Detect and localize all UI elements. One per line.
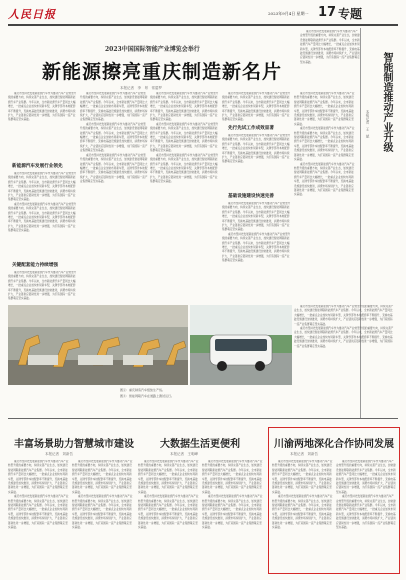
section-divider: [8, 418, 398, 419]
body-paragraph: 重庆市坚持把发展新能源汽车作为推动汽车产业转型升级的重要方向，持续完善产业生态，加快建设智能网联新能源汽车产业集群。今年以来，全市新能源汽车产量同比大幅增长，一批重点企业加快布局新车型，关键零部件本地配套率不断提升，充换电基础设施建设加快推进，消费市场持续扩大，产业链供应链韧性进一步增强，为打造国际一流产业集群奠定坚实基础。: [202, 495, 263, 530]
body-paragraph: 重庆市坚持把发展新能源汽车作为推动汽车产业转型升级的重要方向，持续完善产业生态，加快建设智能网联新能源汽车产业集群。今年以来，全市新能源汽车产量同比大幅增长，一批重点企业加快布局新车型，关键零部件本地配套率不断提升，充换电基础设施建设加快推进，消费市场持续扩大，产业链供应链韧性进一步增强，为打造国际一流产业集群奠定坚实基础。: [150, 92, 219, 122]
body-paragraph: 重庆市坚持把发展新能源汽车作为推动汽车产业转型升级的重要方向，持续完善产业生态，加快建设智能网联新能源汽车产业集群。今年以来，全市新能源汽车产量同比大幅增长，一批重点企业加快布局新车型，关键零部件本地配套率不断提升，充换电基础设施建设加快推进，消费市场持续扩大，产业链供应链韧性进一步增强，为打造国际一流产业集群奠定坚实基础。: [80, 92, 148, 122]
subhead: 关键配套能力持续增强: [12, 263, 58, 268]
body-paragraph: 重庆市坚持把发展新能源汽车作为推动汽车产业转型升级的重要方向，持续完善产业生态，加快建设智能网联新能源汽车产业集群。今年以来，全市新能源汽车产量同比大幅增长，一批重点企业加快布局新车型，关键零部件本地配套率不断提升，充换电基础设施建设加快推进，消费市场持续扩大，产业链供应链韧性进一步增强，为打造国际一流产业集群奠定坚实基础。: [8, 92, 77, 122]
body-paragraph: 重庆市坚持把发展新能源汽车作为推动汽车产业转型升级的重要方向，持续完善产业生态，加快建设智能网联新能源汽车产业集群。今年以来，全市新能源汽车产量同比大幅增长，一批重点企业加快布局新车型，关键零部件本地配套率不断提升，充换电基础设施建设加快推进，消费市场持续扩大，产业链供应链韧性进一步增强，为打造国际一流产业集群奠定坚实基础。: [8, 202, 77, 233]
page-number: 17: [318, 5, 337, 20]
body-paragraph: 重庆市坚持把发展新能源汽车作为推动汽车产业转型升级的重要方向，持续完善产业生态，加快建设智能网联新能源汽车产业集群。今年以来，全市新能源汽车产量同比大幅增长，一批重点企业加快布局新车型，关键零部件本地配套率不断提升，充换电基础设施建设加快推进，消费市场持续扩大，产业链供应链韧性进一步增强，为打造国际一流产业集群奠定坚实基础。: [222, 202, 291, 232]
bottom-byline-1: 本报记者 刘新吾: [45, 452, 73, 456]
autonomous-bus-illustration: [190, 305, 292, 385]
bottom-text-1b: [72, 460, 134, 575]
body-paragraph: 重庆市坚持把发展新能源汽车作为推动汽车产业转型升级的重要方向，持续完善产业生态，加快建设智能网联新能源汽车产业集群。今年以来，全市新能源汽车产量同比大幅增长，一批重点企业加快布局新车型，关键零部件本地配套率不断提升，充换电基础设施建设加快推进，消费市场持续扩大，产业链供应链韧性进一步增强，为打造国际一流产业集群奠定坚实基础。: [202, 460, 263, 494]
side-text-bottom: [294, 305, 394, 420]
body-paragraph: 重庆市坚持把发展新能源汽车作为推动汽车产业转型升级的重要方向，持续完善产业生态，加快建设智能网联新能源汽车产业集群。今年以来，全市新能源汽车产量同比大幅增长，一批重点企业加快布局新车型，关键零部件本地配套率不断提升，充换电基础设施建设加快推进，消费市场持续扩大，产业链供应链韧性进一步增强，为打造国际一流产业集群奠定坚实基础。: [150, 153, 219, 184]
body-paragraph: 重庆市坚持把发展新能源汽车作为推动汽车产业转型升级的重要方向，持续完善产业生态，加快建设智能网联新能源汽车产业集群。今年以来，全市新能源汽车产量同比大幅增长，一批重点企业加快布局新车型，关键零部件本地配套率不断提升，充换电基础设施建设加快推进，消费市场持续扩大，产业链供应链韧性进一步增强，为打造国际一流产业集群奠定坚实基础。: [336, 460, 396, 494]
bottom-text-3a: [272, 460, 333, 570]
photo-caption-1: 图①：重庆制造汽车组装生产线。: [120, 388, 166, 392]
bottom-headline-3: 川渝两地深化合作协同发展: [274, 439, 394, 450]
body-paragraph: 重庆市坚持把发展新能源汽车作为推动汽车产业转型升级的重要方向，持续完善产业生态，加快建设智能网联新能源汽车产业集群。今年以来，全市新能源汽车产量同比大幅增长，一批重点企业加快布局新车型，关键零部件本地配套率不断提升，充换电基础设施建设加快推进，消费市场持续扩大，产业链供应链韧性进一步增强，为打造国际一流产业集群奠定坚实基础。: [294, 127, 355, 162]
side-story-title: 智能制造推动产业升级: [381, 52, 392, 152]
body-paragraph: 重庆市坚持把发展新能源汽车作为推动汽车产业转型升级的重要方向，持续完善产业生态，加快建设智能网联新能源汽车产业集群。今年以来，全市新能源汽车产量同比大幅增长，一批重点企业加快布局新车型，关键零部件本地配套率不断提升，充换电基础设施建设加快推进，消费市场持续扩大，产业链供应链韧性进一步增强，为打造国际一流产业集群奠定坚实基础。: [138, 460, 199, 494]
side-story-byline: 本报记者 王 斌: [366, 110, 370, 138]
body-paragraph: 重庆市坚持把发展新能源汽车作为推动汽车产业转型升级的重要方向，持续完善产业生态，加快建设智能网联新能源汽车产业集群。今年以来，全市新能源汽车产量同比大幅增长，一批重点企业加快布局新车型，关键零部件本地配套率不断提升，充换电基础设施建设加快推进，消费市场持续扩大，产业链供应链韧性进一步增强，为打造国际一流产业集群奠定坚实基础。: [294, 305, 394, 326]
body-paragraph: 重庆市坚持把发展新能源汽车作为推动汽车产业转型升级的重要方向，持续完善产业生态，加快建设智能网联新能源汽车产业集群。今年以来，全市新能源汽车产量同比大幅增长，一批重点企业加快布局新车型，关键零部件本地配套率不断提升，充换电基础设施建设加快推进，消费市场持续扩大，产业链供应链韧性进一步增强，为打造国际一流产业集群奠定坚实基础。: [8, 172, 77, 202]
body-paragraph: 重庆市坚持把发展新能源汽车作为推动汽车产业转型升级的重要方向，持续完善产业生态，加快建设智能网联新能源汽车产业集群。今年以来，全市新能源汽车产量同比大幅增长，一批重点企业加快布局新车型，关键零部件本地配套率不断提升，充换电基础设施建设加快推进，消费市场持续扩大，产业链供应链韧性进一步增强，为打造国际一流产业集群奠定坚实基础。: [272, 495, 333, 530]
bottom-text-2a: [138, 460, 200, 575]
body-paragraph: 重庆市坚持把发展新能源汽车作为推动汽车产业转型升级的重要方向，持续完善产业生态，加快建设智能网联新能源汽车产业集群。今年以来，全市新能源汽车产量同比大幅增长，一批重点企业加快布局新车型，关键零部件本地配套率不断提升，充换电基础设施建设加快推进，消费市场持续扩大，产业链供应链韧性进一步增强，为打造国际一流产业集群奠定坚实基础。: [294, 162, 355, 197]
main-text-column-5: [294, 92, 356, 302]
bottom-headline-2: 大数据生活更便利: [160, 439, 240, 450]
body-paragraph: 重庆市坚持把发展新能源汽车作为推动汽车产业转型升级的重要方向，持续完善产业生态，加快建设智能网联新能源汽车产业集群。今年以来，全市新能源汽车产量同比大幅增长，一批重点企业加快布局新车型，关键零部件本地配套率不断提升，充换电基础设施建设加快推进，消费市场持续扩大，产业链供应链韧性进一步增强，为打造国际一流产业集群奠定坚实基础。: [80, 122, 148, 153]
bottom-byline-2: 本报记者 王明峰: [170, 452, 198, 456]
bottom-text-2b: [202, 460, 264, 575]
main-text-column-1: [8, 92, 78, 262]
body-paragraph: 重庆市坚持把发展新能源汽车作为推动汽车产业转型升级的重要方向，持续完善产业生态，加快建设智能网联新能源汽车产业集群。今年以来，全市新能源汽车产量同比大幅增长，一批重点企业加快布局新车型，关键零部件本地配套率不断提升，充换电基础设施建设加快推进，消费市场持续扩大，产业链供应链韧性进一步增强，为打造国际一流产业集群奠定坚实基础。: [222, 92, 291, 122]
subhead: 先行先试工作成效显著: [228, 126, 274, 131]
body-paragraph: 重庆市坚持把发展新能源汽车作为推动汽车产业转型升级的重要方向，持续完善产业生态，加快建设智能网联新能源汽车产业集群。今年以来，全市新能源汽车产量同比大幅增长，一批重点企业加快布局新车型，关键零部件本地配套率不断提升，充换电基础设施建设加快推进，消费市场持续扩大，产业链供应链韧性进一步增强，为打造国际一流产业集群奠定坚实基础。: [294, 327, 394, 348]
masthead-logo: 人民日报: [8, 8, 56, 21]
body-paragraph: 重庆市坚持把发展新能源汽车作为推动汽车产业转型升级的重要方向，持续完善产业生态，加快建设智能网联新能源汽车产业集群。今年以来，全市新能源汽车产量同比大幅增长，一批重点企业加快布局新车型，关键零部件本地配套率不断提升，充换电基础设施建设加快推进，消费市场持续扩大，产业链供应链韧性进一步增强，为打造国际一流产业集群奠定坚实基础。: [222, 134, 291, 164]
main-text-column-2: [80, 92, 148, 302]
side-text-top: [300, 30, 360, 90]
subhead: 基础设施建设快速完善: [228, 194, 274, 199]
factory-illustration: [8, 305, 188, 385]
body-paragraph: 重庆市坚持把发展新能源汽车作为推动汽车产业转型升级的重要方向，持续完善产业生态，加快建设智能网联新能源汽车产业集群。今年以来，全市新能源汽车产量同比大幅增长，一批重点企业加快布局新车型，关键零部件本地配套率不断提升，充换电基础设施建设加快推进，消费市场持续扩大，产业链供应链韧性进一步增强，为打造国际一流产业集群奠定坚实基础。: [8, 460, 69, 494]
subhead: 新能源汽车发展行业领先: [12, 164, 63, 169]
section-label: 专题: [338, 7, 363, 21]
factory-photo: [8, 305, 188, 385]
issue-date: 2023年9月4日 星期一: [268, 11, 309, 16]
bottom-byline-3: 本报记者 刘新吾: [290, 452, 318, 456]
main-kicker: 2023中国国际智能产业博览会举行: [105, 46, 200, 53]
photo-caption-2: 图②：智能网联汽车在道路上测试运行。: [120, 394, 175, 398]
body-paragraph: 重庆市坚持把发展新能源汽车作为推动汽车产业转型升级的重要方向，持续完善产业生态，加快建设智能网联新能源汽车产业集群。今年以来，全市新能源汽车产量同比大幅增长，一批重点企业加快布局新车型，关键零部件本地配套率不断提升，充换电基础设施建设加快推进，消费市场持续扩大，产业链供应链韧性进一步增强，为打造国际一流产业集群奠定坚实基础。: [72, 495, 133, 530]
body-paragraph: 重庆市坚持把发展新能源汽车作为推动汽车产业转型升级的重要方向，持续完善产业生态，加快建设智能网联新能源汽车产业集群。今年以来，全市新能源汽车产量同比大幅增长，一批重点企业加快布局新车型，关键零部件本地配套率不断提升，充换电基础设施建设加快推进，消费市场持续扩大，产业链供应链韧性进一步增强，为打造国际一流产业集群奠定坚实基础。: [80, 153, 148, 184]
body-paragraph: 重庆市坚持把发展新能源汽车作为推动汽车产业转型升级的重要方向，持续完善产业生态，加快建设智能网联新能源汽车产业集群。今年以来，全市新能源汽车产量同比大幅增长，一批重点企业加快布局新车型，关键零部件本地配套率不断提升，充换电基础设施建设加快推进，消费市场持续扩大，产业链供应链韧性进一步增强，为打造国际一流产业集群奠定坚实基础。: [8, 271, 77, 301]
vehicle-photo: [190, 305, 292, 385]
main-text-column-4: [222, 92, 292, 302]
body-paragraph: 重庆市坚持把发展新能源汽车作为推动汽车产业转型升级的重要方向，持续完善产业生态，加快建设智能网联新能源汽车产业集群。今年以来，全市新能源汽车产量同比大幅增长，一批重点企业加快布局新车型，关键零部件本地配套率不断提升，充换电基础设施建设加快推进，消费市场持续扩大，产业链供应链韧性进一步增强，为打造国际一流产业集群奠定坚实基础。: [8, 495, 69, 530]
main-text-column-1b: [8, 262, 78, 302]
main-headline: 新能源擦亮重庆制造新名片: [42, 61, 283, 83]
body-paragraph: 重庆市坚持把发展新能源汽车作为推动汽车产业转型升级的重要方向，持续完善产业生态，加快建设智能网联新能源汽车产业集群。今年以来，全市新能源汽车产量同比大幅增长，一批重点企业加快布局新车型，关键零部件本地配套率不断提升，充换电基础设施建设加快推进，消费市场持续扩大，产业链供应链韧性进一步增强，为打造国际一流产业集群奠定坚实基础。: [72, 460, 133, 494]
main-byline: 本报记者 李 昂 常碧罗: [120, 86, 162, 90]
body-paragraph: 重庆市坚持把发展新能源汽车作为推动汽车产业转型升级的重要方向，持续完善产业生态，加快建设智能网联新能源汽车产业集群。今年以来，全市新能源汽车产量同比大幅增长，一批重点企业加快布局新车型，关键零部件本地配套率不断提升，充换电基础设施建设加快推进，消费市场持续扩大，产业链供应链韧性进一步增强，为打造国际一流产业集群奠定坚实基础。: [150, 122, 219, 153]
bottom-headline-1: 丰富场景助力智慧城市建设: [14, 439, 134, 450]
header-rule: [8, 24, 398, 26]
bottom-text-3b: [336, 460, 396, 570]
bottom-text-1a: [8, 460, 70, 575]
body-paragraph: 重庆市坚持把发展新能源汽车作为推动汽车产业转型升级的重要方向，持续完善产业生态，加快建设智能网联新能源汽车产业集群。今年以来，全市新能源汽车产量同比大幅增长，一批重点企业加快布局新车型，关键零部件本地配套率不断提升，充换电基础设施建设加快推进，消费市场持续扩大，产业链供应链韧性进一步增强，为打造国际一流产业集群奠定坚实基础。: [336, 495, 396, 530]
body-paragraph: 重庆市坚持把发展新能源汽车作为推动汽车产业转型升级的重要方向，持续完善产业生态，加快建设智能网联新能源汽车产业集群。今年以来，全市新能源汽车产量同比大幅增长，一批重点企业加快布局新车型，关键零部件本地配套率不断提升，充换电基础设施建设加快推进，消费市场持续扩大，产业链供应链韧性进一步增强，为打造国际一流产业集群奠定坚实基础。: [272, 460, 333, 494]
body-paragraph: 重庆市坚持把发展新能源汽车作为推动汽车产业转型升级的重要方向，持续完善产业生态，加快建设智能网联新能源汽车产业集群。今年以来，全市新能源汽车产量同比大幅增长，一批重点企业加快布局新车型，关键零部件本地配套率不断提升，充换电基础设施建设加快推进，消费市场持续扩大，产业链供应链韧性进一步增强，为打造国际一流产业集群奠定坚实基础。: [222, 232, 291, 263]
body-paragraph: 重庆市坚持把发展新能源汽车作为推动汽车产业转型升级的重要方向，持续完善产业生态，加快建设智能网联新能源汽车产业集群。今年以来，全市新能源汽车产量同比大幅增长，一批重点企业加快布局新车型，关键零部件本地配套率不断提升，充换电基础设施建设加快推进，消费市场持续扩大，产业链供应链韧性进一步增强，为打造国际一流产业集群奠定坚实基础。: [294, 92, 355, 126]
body-paragraph: 重庆市坚持把发展新能源汽车作为推动汽车产业转型升级的重要方向，持续完善产业生态，加快建设智能网联新能源汽车产业集群。今年以来，全市新能源汽车产量同比大幅增长，一批重点企业加快布局新车型，关键零部件本地配套率不断提升，充换电基础设施建设加快推进，消费市场持续扩大，产业链供应链韧性进一步增强，为打造国际一流产业集群奠定坚实基础。: [138, 495, 199, 530]
body-paragraph: 重庆市坚持把发展新能源汽车作为推动汽车产业转型升级的重要方向，持续完善产业生态，加快建设智能网联新能源汽车产业集群。今年以来，全市新能源汽车产量同比大幅增长，一批重点企业加快布局新车型，关键零部件本地配套率不断提升，充换电基础设施建设加快推进，消费市场持续扩大，产业链供应链韧性进一步增强，为打造国际一流产业集群奠定坚实基础。: [300, 30, 360, 64]
main-text-column-3: [150, 92, 220, 302]
